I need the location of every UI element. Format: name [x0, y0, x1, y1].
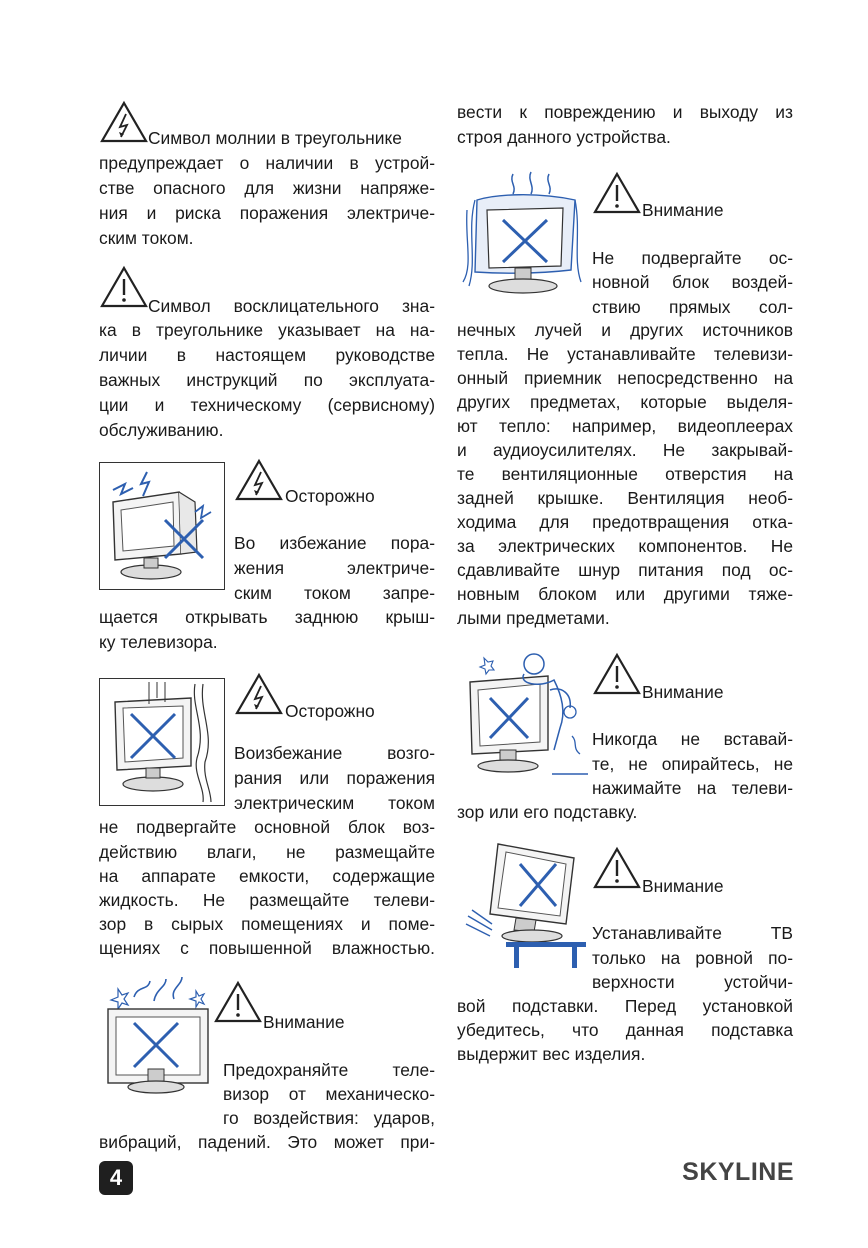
text-line: новным блоком или другими тяже- [457, 584, 793, 604]
text-line: Во избежание пора- [234, 533, 435, 553]
illustration-child-climbing [462, 650, 590, 778]
illustration-open-back-cover [99, 462, 225, 590]
text-line: других предметах, которые выделя- [457, 392, 793, 412]
illustration-impact [104, 977, 216, 1095]
text-line: задней крышке. Вентиляция необ- [457, 488, 793, 508]
text-line: жидкость. Не размещайте телеви- [99, 890, 435, 910]
text-line: убедитесь, что данная подставка [457, 1020, 793, 1040]
text-line: зор или его подставку. [457, 802, 638, 822]
exclamation-triangle-icon [213, 980, 263, 1024]
illustration-covered-tv [457, 170, 587, 300]
attention-heading: Внимание [642, 876, 724, 896]
text-line: обслуживанию. [99, 420, 224, 440]
text-line: щается открывать заднюю крыш- [99, 607, 435, 627]
lightning-triangle-icon [99, 100, 149, 144]
text-line: ции и техническому (сервисному) [99, 395, 435, 415]
text-line: за электрических компонентов. Не [457, 536, 793, 556]
text-line: те, не опирайтесь, не [592, 754, 793, 774]
caution-heading: Осторожно [285, 486, 375, 506]
attention-heading: Внимание [642, 682, 724, 702]
text-line: только на ровной по- [592, 948, 793, 968]
text-line: не подвергайте основной блок воз- [99, 817, 435, 837]
text-line: нажимайте на телеви- [592, 778, 793, 798]
illustration-unstable-stand [462, 840, 590, 970]
exclamation-triangle-icon [592, 652, 642, 696]
text-line: лыми предметами. [457, 608, 610, 628]
lightning-triangle-icon [234, 458, 284, 502]
text-line: онный приемник непосредственно на [457, 368, 793, 388]
text-line: ходима для предотвращения отка- [457, 512, 793, 532]
text-line: Символ восклицательного зна- [148, 296, 435, 316]
text-line: Предохраняйте теле- [223, 1060, 435, 1080]
caution-heading: Осторожно [285, 701, 375, 721]
text-line: ка в треугольнике указывает на на- [99, 320, 435, 340]
text-line: новной блок воздей- [592, 272, 793, 292]
text-line: ским током запре- [234, 583, 435, 603]
text-line: вой подставки. Перед установкой [457, 996, 793, 1016]
exclamation-triangle-icon [592, 846, 642, 890]
brand-logo: SKYLINE [682, 1158, 794, 1186]
text-line: действию влаги, не размещайте [99, 842, 435, 862]
lightning-triangle-icon [234, 672, 284, 716]
exclamation-triangle-icon [99, 265, 149, 309]
text-line: те вентиляционные отверстия на [457, 464, 793, 484]
text-line: и аудиоусилителях. Не закрывай- [457, 440, 793, 460]
text-line: Символ молнии в треугольнике [148, 128, 402, 148]
text-line: Устанавливайте ТВ [592, 923, 793, 943]
text-line: жения электриче- [234, 558, 435, 578]
text-line: зор в сырых помещениях и поме- [99, 914, 435, 934]
text-line: на аппарате емкости, содержащие [99, 866, 435, 886]
text-line: верхности устойчи- [592, 972, 793, 992]
text-line: Не подвергайте ос- [592, 248, 793, 268]
attention-heading: Внимание [263, 1012, 345, 1032]
attention-heading: Внимание [642, 200, 724, 220]
text-line: электрическим током [234, 793, 435, 813]
text-line: вибраций, падений. Это может при- [99, 1132, 435, 1152]
text-line: рания или поражения [234, 768, 435, 788]
page-number: 4 [99, 1161, 133, 1195]
text-line: ским током. [99, 228, 194, 248]
text-line: нечных лучей и других источников [457, 320, 793, 340]
text-line: ствию прямых сол- [592, 297, 793, 317]
text-line: строя данного устройства. [457, 127, 671, 147]
text-line: предупреждает о наличии в устрой- [99, 153, 435, 173]
text-line: ку телевизора. [99, 632, 218, 652]
text-line: го воздействия: ударов, [223, 1108, 435, 1128]
illustration-moisture [99, 678, 225, 806]
text-line: тепла. Не устанавливайте телевизи- [457, 344, 793, 364]
text-line: щениях с повышенной влажностью. [99, 938, 435, 958]
text-line: вести к повреждению и выходу из [457, 102, 793, 122]
text-line: важных инструкций по эксплуата- [99, 370, 435, 390]
text-line: личии в настоящем руководстве [99, 345, 435, 365]
text-line: визор от механическо- [223, 1084, 435, 1104]
text-line: Никогда не вставай- [592, 729, 793, 749]
exclamation-triangle-icon [592, 171, 642, 215]
text-line: Воизбежание возго- [234, 743, 435, 763]
text-line: выдержит вес изделия. [457, 1044, 646, 1064]
text-line: ют тепло: например, видеоплеерах [457, 416, 793, 436]
text-line: ния и риска поражения электриче- [99, 203, 435, 223]
text-line: стве опасного для жизни напряже- [99, 178, 435, 198]
text-line: сдавливайте шнур питания под ос- [457, 560, 793, 580]
